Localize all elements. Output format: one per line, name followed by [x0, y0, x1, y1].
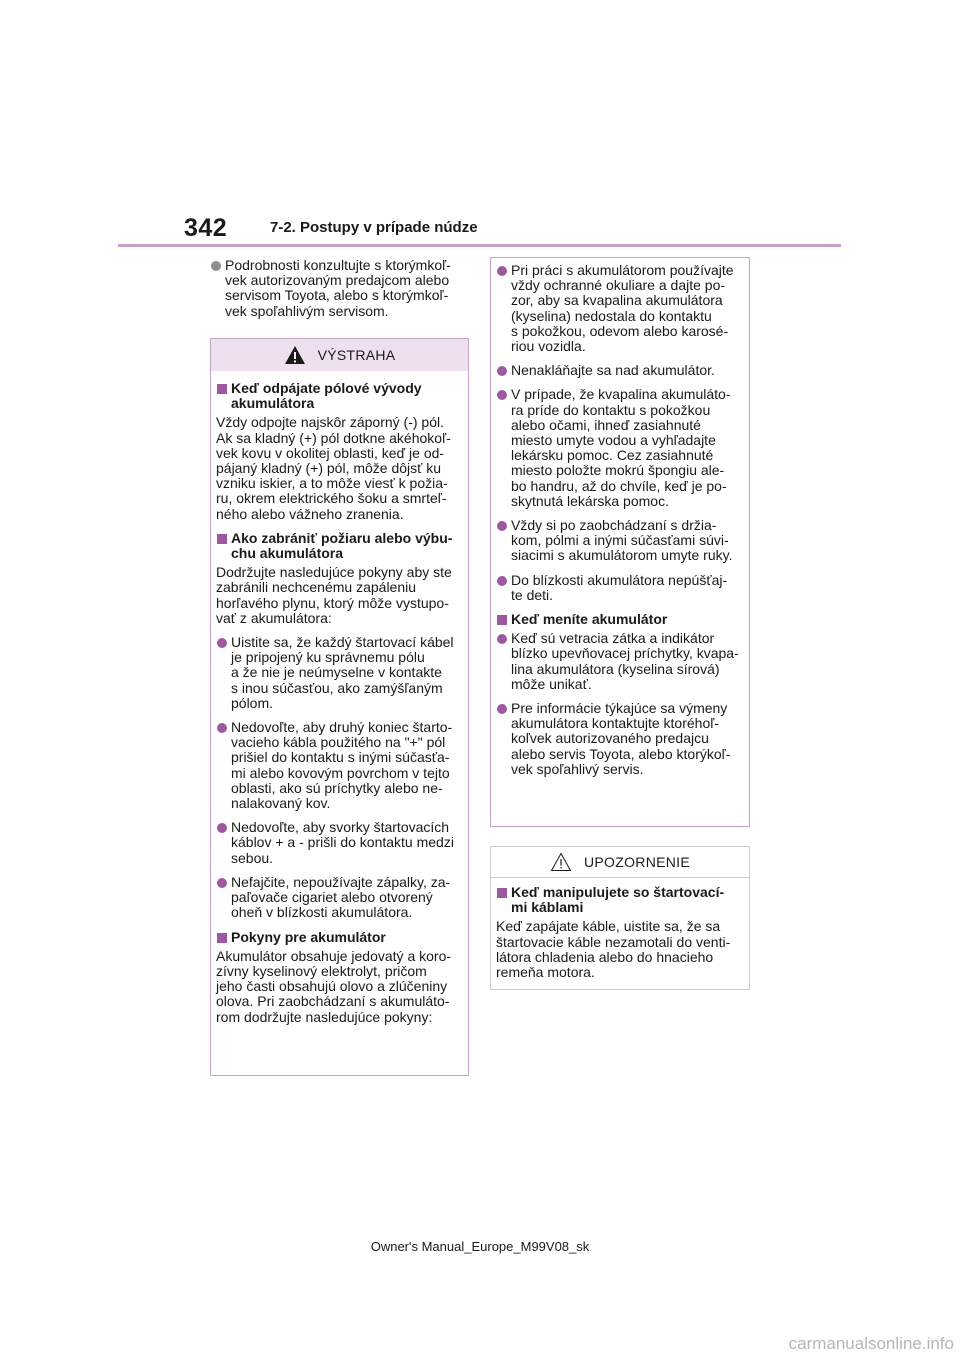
section-heading-text: Keď meníte akumulátor — [511, 611, 668, 628]
section-heading — [496, 885, 744, 915]
warning-body — [211, 371, 468, 1025]
warning-box — [210, 338, 469, 1076]
intro-bullet — [210, 258, 465, 319]
section-heading — [216, 531, 463, 561]
footer: Owner's Manual_Europe_M99V08_sk — [370, 1239, 590, 1254]
warning-box-header — [211, 339, 468, 371]
header-rule — [118, 244, 841, 247]
notice-body — [491, 878, 749, 980]
list-item — [216, 875, 463, 921]
list-item — [496, 573, 744, 603]
section-paragraph: Dodržujte nasledujúce pokyny aby ste zabránili nechcenému zapáleniu horľavého plynu, ktorý môže vystupo- vať z akumulátora: — [216, 564, 452, 626]
bullet-icon — [497, 266, 507, 276]
list-item-text: Nenakláňajte sa nad akumulátor. — [511, 362, 715, 379]
bullet-icon — [211, 261, 221, 271]
notice-box-header — [491, 847, 749, 878]
intro-bullet-text: Podrobnosti konzultujte s ktorýmkoľ- vek autorizovaným predajcom alebo servisom Toyota, alebo s ktorýmkoľ- vek spoľahlivým servisom. — [225, 257, 451, 319]
section-heading-text: Ako zabrániť požiaru alebo výbu- chu akumulátora — [231, 529, 453, 562]
intro-section — [210, 258, 465, 328]
list-item-text: Do blízkosti akumulátora nepúšťaj- te deti. — [511, 571, 728, 603]
list-item-text: V prípade, že kvapalina akumuláto- ra príde do kontaktu s pokožkou alebo očami, ihneď zasiahnuté miesto umyte vodou a vyhľadajte lekársku pomoc. Cez zasiahnuté miesto položte mokrú špongiu ale- bo handru, až do chvíle, keď je po- skytnutá lekárska pomoc. — [511, 386, 731, 509]
list-item-text: Uistite sa, že každý štartovací kábel je pripojený ku správnemu pólu a že nie je neúmyselne v kontakte s inou súčasťou, ako zamýšľaným pólom. — [231, 634, 454, 711]
section-heading — [216, 930, 463, 945]
square-bullet-icon — [217, 384, 227, 394]
list-item-text: Keď sú vetracia zátka a indikátor blízko upevňovacej príchytky, kvapa- lina akumulátora (kyselina sírová) môže unikať. — [511, 630, 739, 692]
list-item — [216, 635, 463, 711]
list-item — [496, 518, 744, 564]
section-heading — [496, 612, 744, 627]
list-item-text: Vždy si po zaobchádzaní s držia- kom, pólmi a inými súčasťami súvi- siacimi s akumulátorom umyte ruky. — [511, 517, 733, 564]
list-item — [216, 720, 463, 811]
bullet-icon — [217, 723, 227, 733]
section-heading-text: Pokyny pre akumulátor — [231, 928, 386, 945]
bullet-icon — [497, 576, 507, 586]
bullet-icon — [497, 366, 507, 376]
section-heading — [216, 381, 463, 411]
section-paragraph: Vždy odpojte najskôr záporný (-) pól. Ak sa kladný (+) pól dotkne akéhokoľ- vek kovu v okolitej oblasti, keď je od- pájaný kladný (+) pól, môže dôjsť ku vzniku iskier, a to môže viesť k požia- ru, okrem elektrického šoku a smrteľ- ného alebo vážneho zranenia. — [216, 414, 451, 522]
page-number: 342 — [184, 214, 228, 242]
caution-triangle-icon — [550, 852, 572, 872]
square-bullet-icon — [497, 615, 507, 625]
bullet-icon — [497, 521, 507, 531]
section-paragraph: Keď zapájate káble, uistite sa, že sa štartovacie káble nezamotali do venti- látora chladenia alebo do hnacieho remeňa motora. — [496, 918, 731, 981]
warning-title: VÝSTRAHA — [317, 347, 396, 363]
list-item-text: Pri práci s akumulátorom používajte vždy ochranné okuliare a dajte po- zor, aby sa kvapalina akumulátora (kyselina) nedostala do kontaktu s pokožkou, odevom alebo karosé- riou vozidla. — [511, 262, 734, 355]
list-item — [496, 263, 744, 354]
section-heading-text: Keď odpájate pólové vývody akumulátora — [231, 380, 422, 412]
square-bullet-icon — [217, 534, 227, 544]
list-item — [496, 387, 744, 509]
bullet-icon — [497, 634, 507, 644]
warning-continued-box — [490, 257, 750, 827]
list-item-text: Nedovoľte, aby svorky štartovacích káblov + a - prišli do kontaktu medzi sebou. — [231, 819, 454, 866]
watermark[interactable]: carmanualsonline.info — [788, 1334, 954, 1353]
warning-triangle-icon — [284, 345, 306, 365]
list-item — [216, 820, 463, 866]
list-item-text: Pre informácie týkajúce sa výmeny akumulátora kontaktujte ktoréhoľ- koľvek autorizovaného predajcu alebo servis Toyota, alebo ktorýkoľ- vek spoľahlivý servis. — [511, 700, 731, 777]
bullet-icon — [497, 704, 507, 714]
list-item — [496, 701, 744, 777]
notice-box — [490, 846, 750, 990]
warning-continued-body — [491, 258, 749, 777]
list-item — [496, 631, 744, 692]
notice-title: UPOZORNENIE — [584, 854, 690, 870]
list-item — [496, 363, 744, 378]
bullet-icon — [217, 638, 227, 648]
section-heading-text: Keď manipulujete so štartovací- mi káblami — [511, 884, 725, 916]
square-bullet-icon — [497, 888, 507, 898]
square-bullet-icon — [217, 933, 227, 943]
list-item-text: Nedovoľte, aby druhý koniec štarto- vacieho kábla použitého na "+" pól prišiel do kontaktu s inými súčasťa- mi alebo kovovým povrchom v tejto oblasti, ako sú príchytky alebo ne- nalakovaný kov. — [231, 719, 453, 812]
bullet-icon — [217, 878, 227, 888]
section-paragraph: Akumulátor obsahuje jedovatý a koro- zívny kyselinový elektrolyt, pričom jeho časti obsahujú olovo a zlúčeniny olova. Pri zaobchádzaní s akumuláto- rom dodržujte nasledujúce pokyny: — [216, 947, 452, 1025]
bullet-icon — [497, 390, 507, 400]
bullet-icon — [217, 823, 227, 833]
list-item-text: Nefajčite, nepoužívajte zápalky, za- paľovače cigariet alebo otvorený oheň v blízkosti akumulátora. — [231, 873, 451, 921]
section-title: 7-2. Postupy v prípade núdze — [270, 219, 478, 236]
